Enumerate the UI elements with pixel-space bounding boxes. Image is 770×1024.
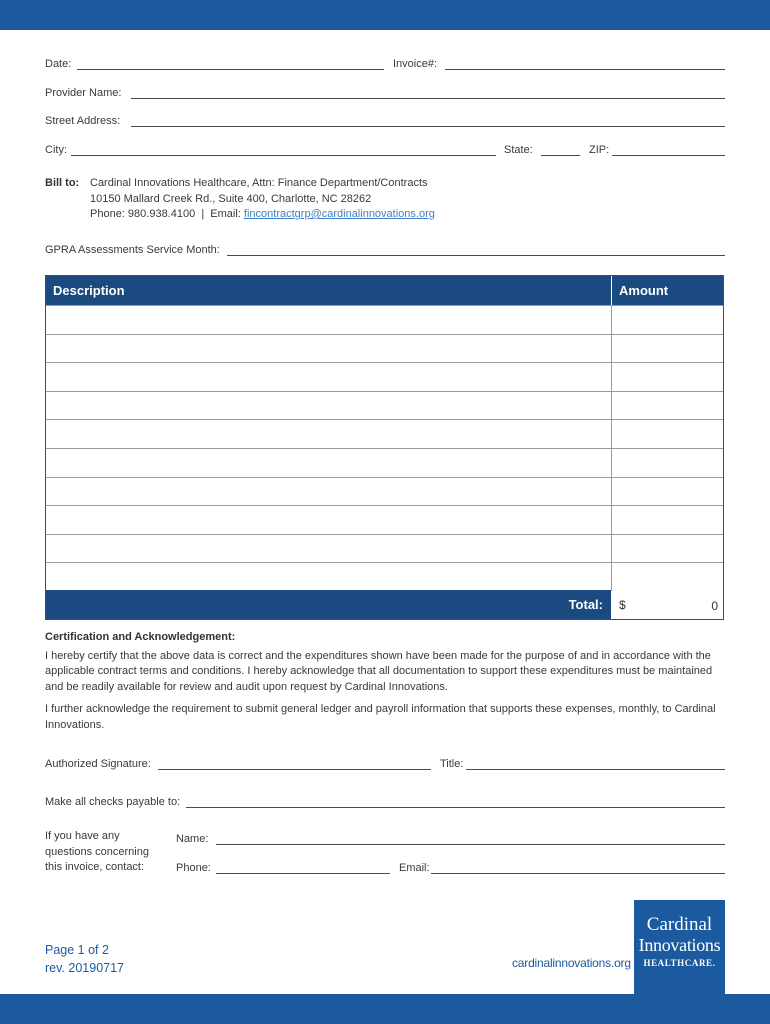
bill-to-contact-line: [90, 207, 435, 223]
title-field[interactable]: [466, 769, 725, 770]
city-row: [45, 143, 725, 159]
street-address-field[interactable]: [131, 126, 725, 127]
date-label: Date:: [45, 58, 72, 70]
certification-paragraph-2: I further acknowledge the requirement to submit general ledger and payroll information that supports these expenses, monthly, to Cardinal Innovations.: [45, 703, 716, 731]
street-label: Street Address:: [45, 115, 121, 127]
city-label: City:: [45, 144, 67, 156]
certification-title: Certification and Acknowledgement:: [45, 631, 236, 643]
certification-block: [45, 630, 725, 740]
page-number: Page 1 of 2: [45, 943, 109, 957]
gpra-service-month-field[interactable]: [227, 255, 725, 256]
logo-line2: Innovations: [638, 935, 721, 955]
contact-phone-field[interactable]: [216, 873, 390, 874]
top-band: [0, 0, 770, 30]
amount-header: Amount: [619, 283, 669, 298]
currency-symbol: $: [619, 598, 626, 612]
table-row[interactable]: [46, 534, 723, 563]
authorized-signature-field[interactable]: [158, 769, 431, 770]
contact-name-field[interactable]: [216, 844, 725, 845]
authorized-signature-label: Authorized Signature:: [45, 758, 151, 770]
date-field[interactable]: [77, 69, 384, 70]
state-label: State:: [504, 144, 533, 156]
header-divider: [611, 276, 612, 305]
contact-name-row: [45, 832, 725, 848]
revision: rev. 20190717: [45, 961, 124, 975]
contact-email-label: Email:: [399, 862, 430, 874]
zip-field[interactable]: [612, 155, 725, 156]
contact-name-label: Name:: [176, 833, 209, 845]
bill-to-line2: 10150 Mallard Creek Rd., Suite 400, Charlotte, NC 28262: [90, 192, 372, 205]
invoice-field[interactable]: [445, 69, 725, 70]
contact-intro-line1: If you have any: [45, 830, 120, 842]
table-row[interactable]: [46, 562, 723, 591]
table-row[interactable]: [46, 334, 723, 363]
bottom-band: [0, 994, 770, 1024]
gpra-row: [45, 243, 725, 259]
logo-line3: HEALTHCARE.: [643, 958, 716, 968]
table-total-row: [46, 590, 723, 619]
street-row: [45, 114, 725, 130]
zip-label: ZIP:: [589, 144, 610, 156]
provider-row: [45, 86, 725, 102]
contact-email-field[interactable]: [431, 873, 725, 874]
checks-payable-field[interactable]: [186, 807, 725, 808]
contact-intro-line2: questions concerning: [45, 845, 149, 858]
table-row[interactable]: [46, 477, 723, 506]
table-header: [46, 276, 723, 305]
total-label-cell: [46, 590, 611, 619]
table-row[interactable]: [46, 391, 723, 420]
bill-to-line1: Cardinal Innovations Healthcare, Attn: Finance Department/Contracts: [90, 177, 428, 189]
table-row[interactable]: [46, 448, 723, 477]
city-field[interactable]: [71, 155, 496, 156]
page-info: [45, 941, 124, 977]
website-url[interactable]: cardinalinnovations.org: [512, 956, 631, 970]
logo-line1: Cardinal: [646, 914, 713, 935]
provider-name-field[interactable]: [131, 98, 725, 99]
contact-phone-label: Phone:: [176, 862, 211, 874]
table-row[interactable]: [46, 362, 723, 391]
contact-phone-email-row: [45, 861, 725, 877]
line-items-table: [45, 275, 724, 620]
checks-payable-row: [45, 795, 725, 811]
cardinal-innovations-logo: [634, 900, 725, 994]
description-header: Description: [53, 283, 125, 298]
bill-to-label: Bill to:: [45, 177, 80, 189]
checks-payable-label: Make all checks payable to:: [45, 796, 181, 808]
invoice-label: Invoice#:: [393, 58, 438, 70]
table-row[interactable]: [46, 505, 723, 534]
gpra-label: GPRA Assessments Service Month:: [45, 244, 220, 256]
bill-to-address: [90, 176, 435, 223]
signature-row: [45, 757, 725, 773]
state-field[interactable]: [541, 155, 580, 156]
table-row[interactable]: [46, 305, 723, 334]
certification-paragraph-1: I hereby certify that the above data is correct and the expenditures shown have been made for the purpose of and in accordance with the applicable contract terms and conditions. I hereby acknowledge that all documentation to support these expenditures must be maintained and be readily available for review and audit upon request by Cardinal Innovations.: [45, 649, 713, 693]
table-row[interactable]: [46, 419, 723, 448]
date-invoice-row: [45, 57, 725, 73]
total-label: Total:: [568, 597, 603, 612]
title-label: Title:: [440, 758, 464, 770]
total-value: 0: [711, 599, 718, 613]
bill-to-email-link[interactable]: fincontractgrp@cardinalinnovations.org: [243, 208, 435, 220]
provider-label: Provider Name:: [45, 87, 122, 99]
bill-to-phone: Phone: 980.938.4100 | Email:: [90, 208, 244, 220]
contact-intro-line3: this invoice, contact:: [45, 861, 145, 873]
